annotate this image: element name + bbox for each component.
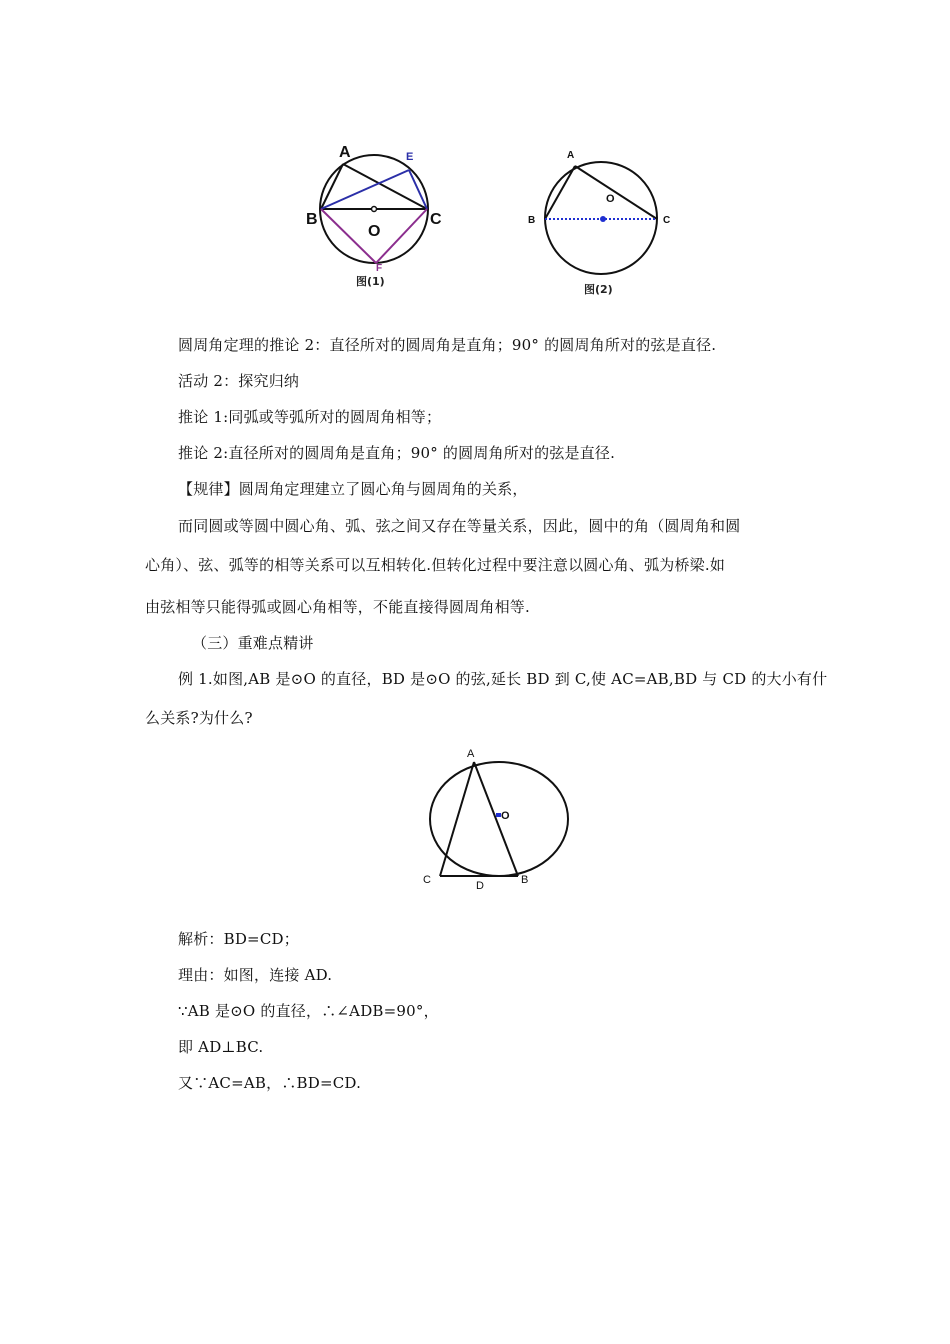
rule-line-3: 由弦相等只能得弧或圆心角相等，不能直接得圆周角相等. bbox=[145, 598, 530, 616]
center-point bbox=[372, 207, 377, 212]
solution-line-2: 理由：如图，连接 AD. bbox=[178, 966, 333, 984]
label-a: A bbox=[567, 150, 575, 161]
corollary-2-intro: 圆周角定理的推论 2：直径所对的圆周角是直角；90° 的圆周角所对的弦是直径. bbox=[178, 336, 717, 354]
segment-ab bbox=[474, 762, 518, 876]
label-d: D bbox=[476, 880, 484, 892]
corollary-1: 推论 1:同弧或等弧所对的圆周角相等； bbox=[178, 408, 442, 426]
label-b: B bbox=[306, 211, 318, 228]
chord-ac bbox=[575, 166, 657, 219]
center-point bbox=[600, 216, 606, 222]
example-1-line-1: 例 1.如图,AB 是⊙O 的直径，BD 是⊙O 的弦,延长 BD 到 C,使 AC=AB,BD 与 CD 的大小有什 bbox=[178, 670, 828, 688]
figure-1 bbox=[300, 135, 460, 295]
corollary-2: 推论 2:直径所对的圆周角是直角；90° 的圆周角所对的弦是直径. bbox=[178, 444, 616, 462]
figure-2-caption: 图(2) bbox=[584, 283, 613, 296]
rule-line-2: 心角）、弦、弧等的相等关系可以互相转化.但转化过程中要注意以圆心角、弧为桥梁.如 bbox=[145, 556, 726, 574]
label-o: O bbox=[501, 810, 510, 822]
solution-line-3: ∵AB 是⊙O 的直径，∴∠ADB=90°， bbox=[178, 1002, 439, 1020]
solution-line-5: 又∵AC=AB，∴BD=CD. bbox=[178, 1074, 362, 1092]
chord-ac bbox=[343, 164, 427, 209]
segment-ac bbox=[440, 762, 474, 876]
example-1-line-2: 么关系?为什么? bbox=[145, 709, 253, 727]
label-o: O bbox=[368, 223, 381, 240]
circle bbox=[430, 762, 568, 876]
rule-line-1: 而同圆或等圆中圆心角、弧、弦之间又存在等量关系，因此，圆中的角（圆周角和圆 bbox=[178, 517, 741, 535]
label-a: A bbox=[467, 748, 475, 760]
label-e: E bbox=[406, 151, 414, 163]
label-c: C bbox=[430, 211, 442, 228]
solution-line-1: 解析：BD=CD； bbox=[178, 930, 299, 948]
label-b: B bbox=[528, 215, 536, 226]
label-b: B bbox=[521, 874, 529, 886]
figure-2 bbox=[520, 140, 680, 300]
chord-ab bbox=[545, 166, 575, 219]
section-3-heading: （三）重难点精讲 bbox=[192, 634, 314, 652]
figure-2-svg bbox=[520, 140, 680, 300]
activity-2-heading: 活动 2：探究归纳 bbox=[178, 372, 300, 390]
label-f: F bbox=[376, 263, 383, 274]
figure-1-svg bbox=[300, 135, 460, 295]
label-c: C bbox=[423, 874, 431, 886]
solution-line-4: 即 AD⊥BC. bbox=[178, 1038, 264, 1056]
rule-heading: 【规律】圆周角定理建立了圆心角与圆周角的关系， bbox=[178, 480, 528, 498]
figure-3 bbox=[415, 740, 585, 900]
figure-3-svg bbox=[415, 740, 585, 900]
label-a: A bbox=[339, 144, 351, 161]
figure-1-caption: 图(1) bbox=[356, 275, 385, 288]
label-c: C bbox=[663, 215, 671, 226]
label-o: O bbox=[606, 193, 615, 205]
